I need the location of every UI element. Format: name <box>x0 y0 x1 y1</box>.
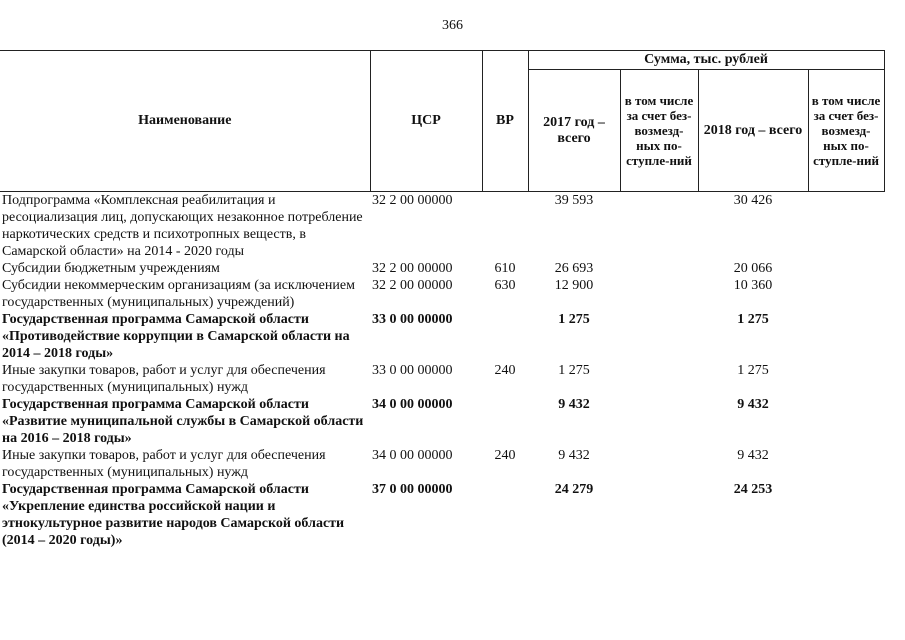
row-2018-free-receipts-cell <box>808 311 884 362</box>
column-header-2017-total: 2017 год – всего <box>528 70 620 192</box>
table-row <box>0 192 884 261</box>
row-vr-cell <box>482 396 528 447</box>
row-csr-cell: 34 0 00 00000 <box>372 448 453 463</box>
column-header-csr: ЦСР <box>370 51 482 192</box>
row-csr-cell: 32 2 00 00000 <box>372 261 453 276</box>
row-2017-free-receipts-cell <box>620 481 698 549</box>
row-2018-free-receipts-cell <box>808 260 884 277</box>
column-header-2018-free-receipts: в том числе за счет без-возмезд-ных по-ступле-ний <box>808 70 884 192</box>
table-row <box>0 447 884 481</box>
row-2017-total-cell: 9 432 <box>558 448 590 463</box>
row-csr-cell: 32 2 00 00000 <box>372 193 453 208</box>
row-2017-total-cell: 39 593 <box>554 193 594 208</box>
row-2017-total-cell: 9 432 <box>558 397 590 412</box>
column-header-vr: ВР <box>482 51 528 192</box>
row-csr-cell: 33 0 00 00000 <box>372 363 453 378</box>
table-row <box>0 311 884 362</box>
row-2018-total-cell: 30 426 <box>733 193 773 208</box>
column-header-sum-group: Сумма, тыс. рублей <box>528 51 884 70</box>
row-2017-total-cell: 26 693 <box>554 261 594 276</box>
row-2018-free-receipts-cell <box>808 277 884 311</box>
row-2018-free-receipts-cell <box>808 447 884 481</box>
row-2018-total-cell: 10 360 <box>733 278 773 293</box>
table-row <box>0 277 884 311</box>
row-2018-free-receipts-cell <box>808 362 884 396</box>
row-2018-free-receipts-cell <box>808 481 884 549</box>
row-2018-total-cell: 1 275 <box>737 312 769 327</box>
row-2018-total-cell: 9 432 <box>737 448 769 463</box>
row-name-cell: Иные закупки товаров, работ и услуг для обеспечения государственных (муниципальных) нужд <box>2 448 326 480</box>
row-2017-free-receipts-cell <box>620 277 698 311</box>
row-vr-cell: 630 <box>494 278 516 293</box>
table-row <box>0 481 884 549</box>
row-name-cell: Субсидии бюджетным учреждениям <box>2 261 220 276</box>
row-vr-cell: 610 <box>494 261 516 276</box>
row-2017-total-cell: 1 275 <box>558 312 590 327</box>
row-2017-free-receipts-cell <box>620 260 698 277</box>
column-header-name: Наименование <box>0 51 370 192</box>
column-header-2017-free-receipts: в том числе за счет без-возмезд-ных по-ступле-ний <box>620 70 698 192</box>
row-2018-total-cell: 1 275 <box>737 363 769 378</box>
row-2017-free-receipts-cell <box>620 192 698 261</box>
row-2017-total-cell: 24 279 <box>554 482 594 497</box>
table-row <box>0 260 884 277</box>
row-2018-total-cell: 20 066 <box>733 261 773 276</box>
table-row <box>0 362 884 396</box>
row-2017-total-cell: 12 900 <box>554 278 594 293</box>
column-header-2018-total: 2018 год – всего <box>698 70 808 192</box>
row-2018-total-cell: 9 432 <box>737 397 769 412</box>
table-row <box>0 396 884 447</box>
row-vr-cell <box>482 192 528 261</box>
row-2018-free-receipts-cell <box>808 192 884 261</box>
row-2017-free-receipts-cell <box>620 362 698 396</box>
row-2018-total-cell: 24 253 <box>733 482 773 497</box>
row-2017-free-receipts-cell <box>620 311 698 362</box>
row-2018-free-receipts-cell <box>808 396 884 447</box>
row-vr-cell <box>482 481 528 549</box>
row-name-cell: Субсидии некоммерческим организациям (за исключением государственных (муниципальных) учреждений) <box>2 278 355 310</box>
row-2017-free-receipts-cell <box>620 396 698 447</box>
row-csr-cell: 34 0 00 00000 <box>372 397 453 412</box>
row-name-cell: Государственная программа Самарской области «Укрепление единства российской нации и этнокультурное развитие народов Самарской области (2014 – 2020 годы)» <box>2 482 345 548</box>
page-number: 366 <box>442 18 463 33</box>
row-2017-total-cell: 1 275 <box>558 363 590 378</box>
row-name-cell: Государственная программа Самарской области «Противодействие коррупции в Самарской области на 2014 – 2018 годы» <box>2 312 350 361</box>
row-name-cell: Иные закупки товаров, работ и услуг для обеспечения государственных (муниципальных) нужд <box>2 363 326 395</box>
row-name-cell: Государственная программа Самарской области «Развитие муниципальной службы в Самарской области на 2016 – 2018 годы» <box>2 397 364 446</box>
row-csr-cell: 33 0 00 00000 <box>372 312 453 327</box>
row-vr-cell: 240 <box>494 363 516 378</box>
row-csr-cell: 32 2 00 00000 <box>372 278 453 293</box>
table-body <box>0 192 884 550</box>
budget-table <box>0 50 885 549</box>
row-2017-free-receipts-cell <box>620 447 698 481</box>
row-vr-cell <box>482 311 528 362</box>
row-name-cell: Подпрограмма «Комплексная реабилитация и ресоциализация лиц, допускающих незаконное потребление наркотических средств и психотропных веществ, в Самарской области» на 2014 - 2020 годы <box>2 193 363 259</box>
row-vr-cell: 240 <box>494 448 516 463</box>
row-csr-cell: 37 0 00 00000 <box>372 482 453 497</box>
